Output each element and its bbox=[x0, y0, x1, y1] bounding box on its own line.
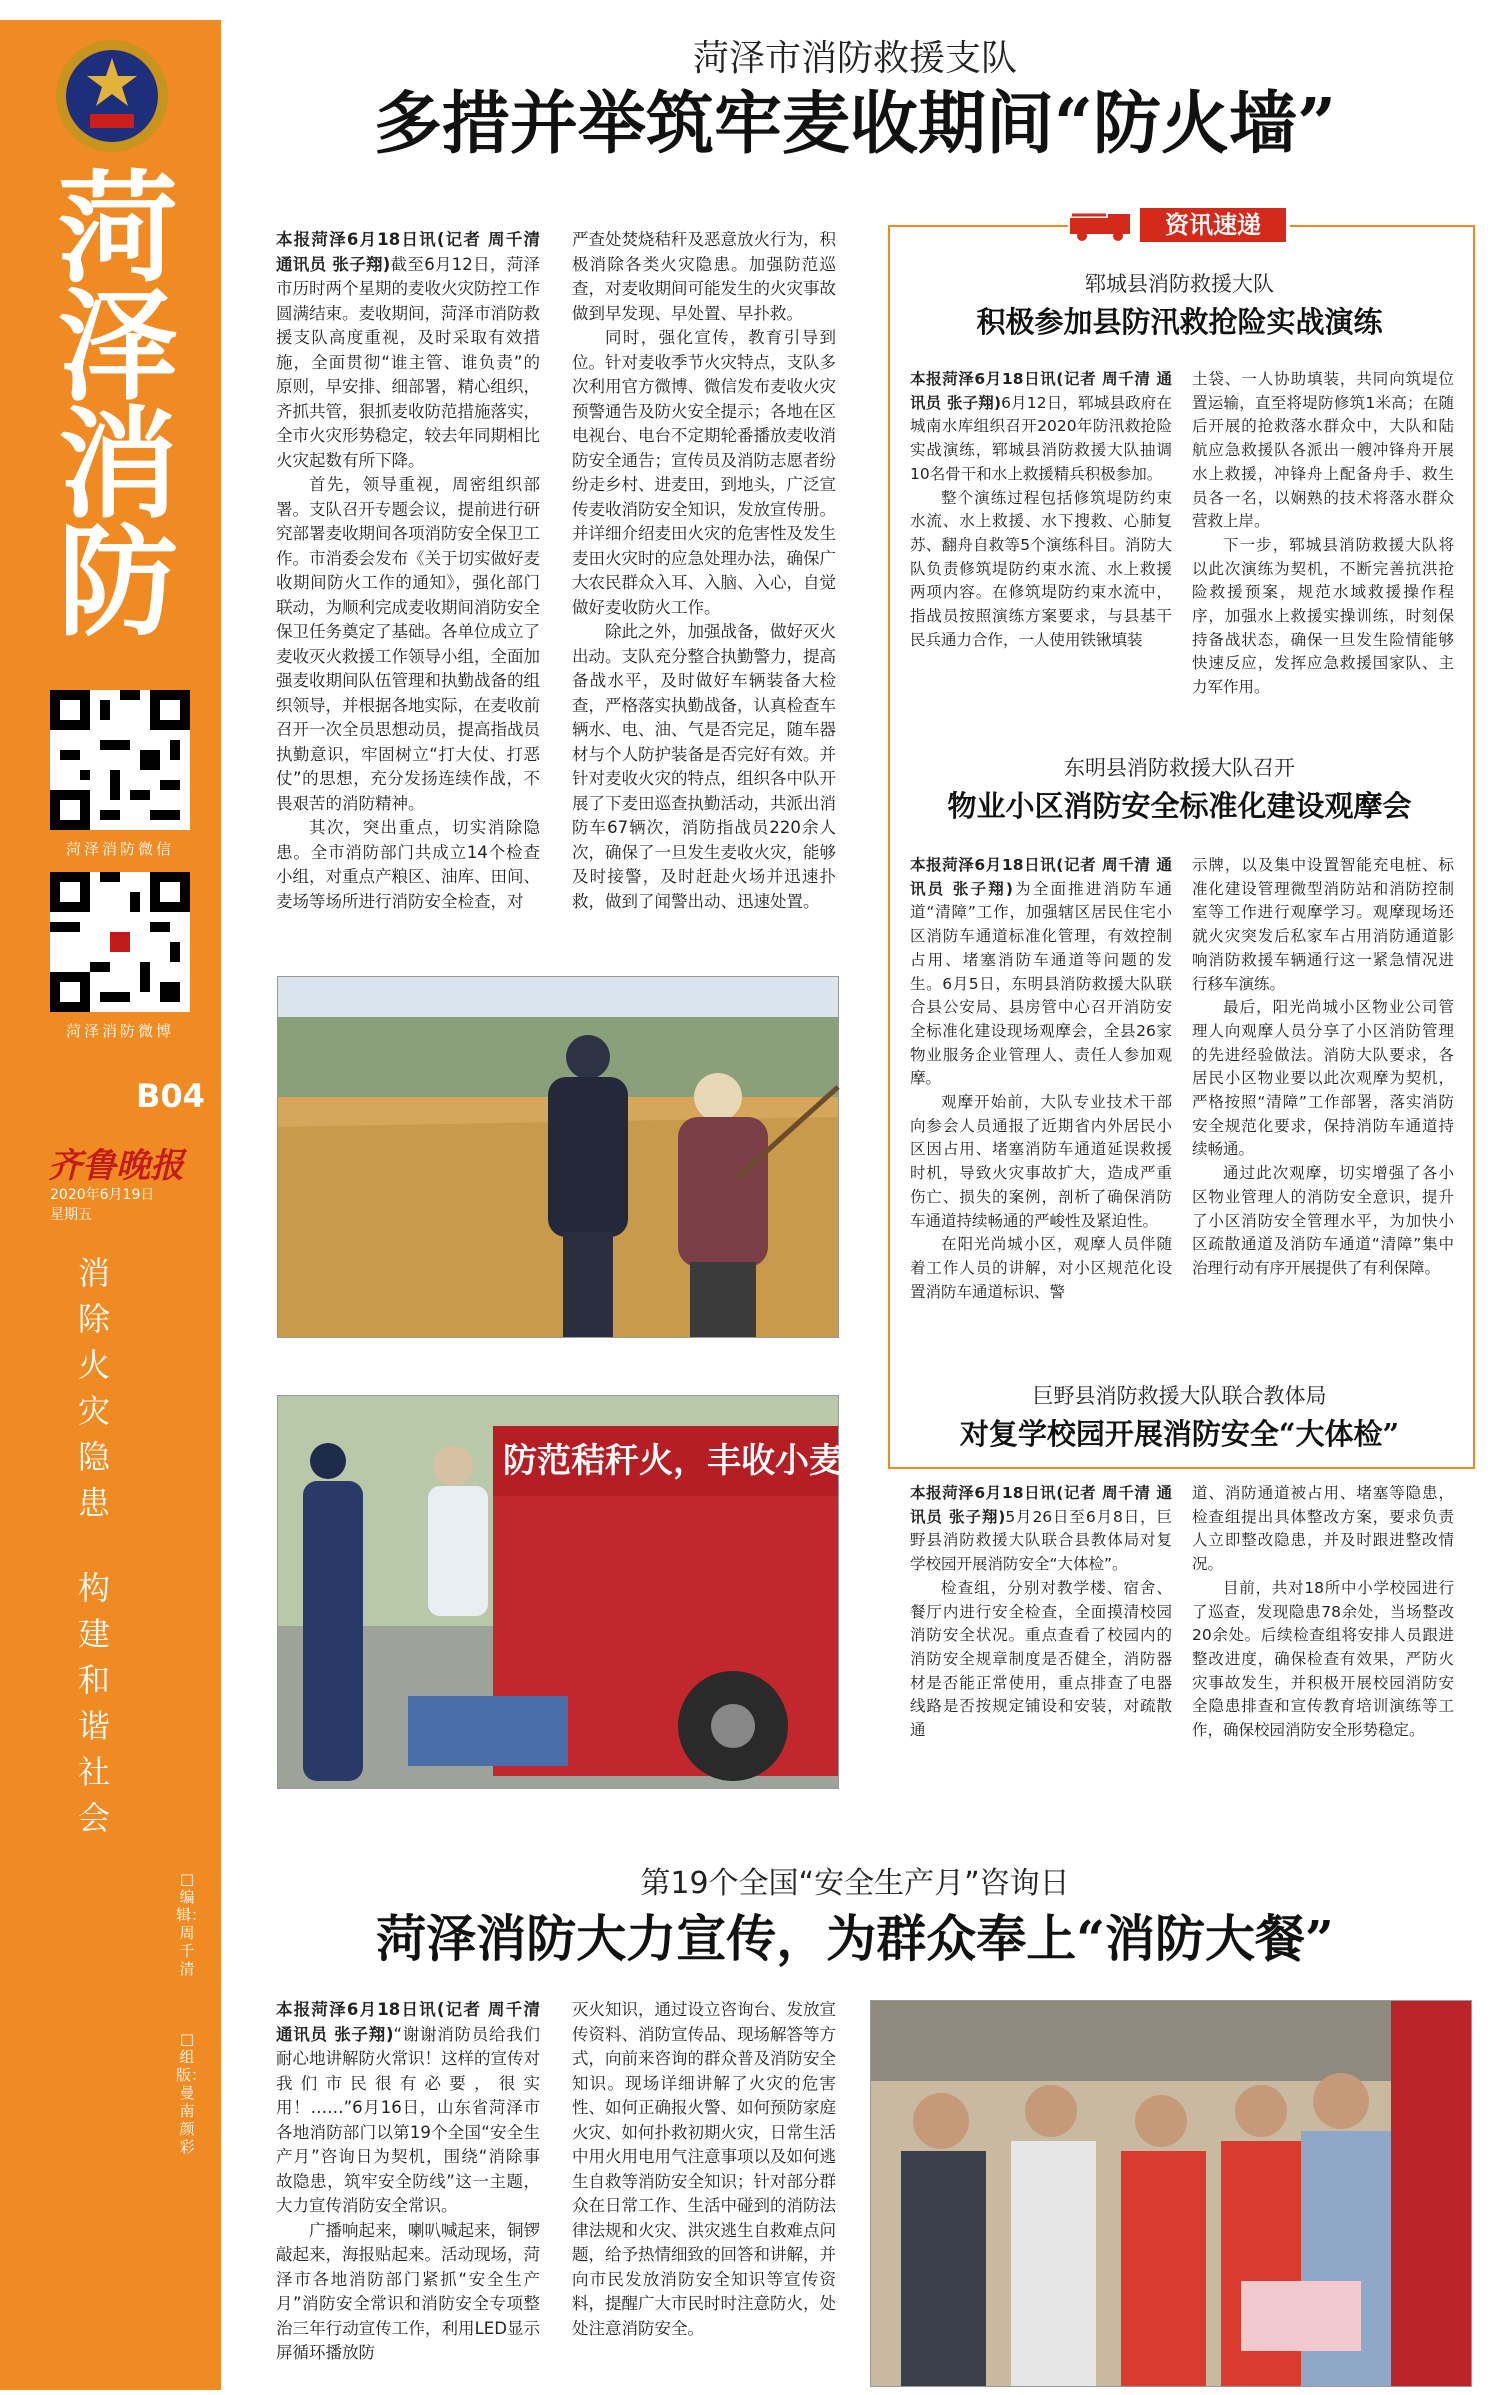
sidebar-title-char: 菏 bbox=[58, 158, 178, 299]
issue-date: 2020年6月19日 bbox=[50, 1187, 155, 1203]
weibo-qr-caption: 菏泽消防微博 bbox=[65, 1022, 174, 1040]
article1-kicker: 菏泽市消防救援支队 bbox=[692, 38, 1017, 79]
sidebar-title-char: 消 bbox=[58, 394, 178, 535]
photo-fire-truck-publicity bbox=[277, 1395, 945, 1789]
article2-lead: 本报菏泽6月18日讯(记者 周千清 通讯员 张子翔) bbox=[276, 2000, 540, 2044]
newspaper-logo: 齐鲁晚报 bbox=[48, 1146, 184, 1186]
news-brief-tag bbox=[1068, 206, 1290, 246]
brief1-column-2: 土袋、一人协助填装，共同向筑堤位置运输，直至将堤防修筑1米高；在随后开展的抢救落水群众中，大队和陆航应急救援队各派出一艘冲锋舟开展水上救援，冲锋舟上配备舟手、救生员各一名，以娴熟的技术将落水群众营救上岸。 下一步，郓城县消防救援大队将以此次演练为契机，不断完善抗洪抢险救援预案，规范水域救援操作程序，加强水上救援实操训练，时刻保持备战状态，确保一旦发生险情能够快速反应，发挥应急救援国家队、主力军作用。 bbox=[1192, 370, 1454, 697]
wechat-qr-caption: 菏泽消防微信 bbox=[65, 840, 174, 858]
article2-column-1: 本报菏泽6月18日讯(记者 周千清 通讯员 张子翔)“谢谢消防员给我们耐心地讲解防火常识！这样的宣传对我们市民很有必要，很实用！……”6月16日，山东省菏泽市各地消防部门以第19个全国“安全生产月”咨询日为契机，围绕“消除事故隐患，筑牢安全防线”这一主题，大力宣传消防安全常识。 广播响起来，喇叭喊起来，铜锣敲起来，海报贴起来。活动现场，菏泽市各地消防部门紧抓“安全生产月”消防安全常识和消防安全专项整治三年行动宣传工作，利用LED显示屏循环播放防 bbox=[276, 2000, 540, 2362]
slogan-left: 消 除 火 灾 隐 患 bbox=[77, 1254, 110, 1522]
brief3-column-2: 道、消防通道被占用、堵塞等隐患，检查组提出具体整改方案，要求负责人立即整改隐患，并及时跟进整改情况。 目前，共对18所中小学校园进行了巡查，发现隐患78余处，当场整改20余处。后续检查组将安排人员跟进整改进度，确保检查有效果，严防火灾事故发生，并积极开展校园消防安全隐患排查和宣传教育培训演练等工作，确保校园消防安全形势稳定。 bbox=[1192, 1484, 1454, 1740]
weibo-qr-code-icon bbox=[50, 872, 190, 1012]
article2-kicker: 第19个全国“安全生产月”咨询日 bbox=[640, 1866, 1070, 1901]
article2-column-2: 灭火知识，通过设立咨询台、发放宣传资料、消防宣传品、现场解答等方式，向前来咨询的群众普及消防安全知识。现场详细讲解了火灾的危害性、如何正确报火警、如何预防家庭火灾、如何扑救初期火灾，日常生活中用火用电用气注意事项以及如何逃生自救等消防安全知识；针对部分群众在日常工作、生活中碰到的消防法律法规和火灾、洪灾逃生自救难点问题，给予热情细致的回答和讲解，并向市民发放消防安全知识等宣传资料，提醒广大市民时时注意防火，处处注意消防安全。 bbox=[572, 2000, 836, 2338]
truck-banner-text: 防范秸秆火，丰收小麦是辛苦 bbox=[503, 1441, 945, 1481]
fire-truck-icon bbox=[1068, 210, 1136, 242]
article1-column-1: 本报菏泽6月18日讯(记者 周千清 通讯员 张子翔)截至6月12日，菏泽市历时两个星期的麦收火灾防控工作圆满结束。麦收期间，菏泽市消防救援支队高度重视，及时采取有效措施，全面贯彻“谁主管、谁负责”的原则，早安排、细部署，精心组织，齐抓共管，狠抓麦收防范措施落实，全市火灾形势稳定，较去年同期相比火灾起数有所下降。 首先，领导重视，周密组织部署。支队召开专题会议，提前进行研究部署麦收期间各项消防安全保卫工作。市消委会发布《关于切实做好麦收期间防火工作的通知》，强化部门联动，为顺利完成麦收期间消防安全保卫任务奠定了基础。各单位成立了麦收灭火救援工作领导小组，全面加强麦收期间队伍管理和执勤战备的组织领导，并根据各地实际，在麦收前召开一次全员思想动员，提高指战员执勤意识，牢固树立“打大仗、打恶仗”的思想，充分发扬连续作战，不畏艰苦的消防精神。 其次，突出重点，切实消除隐患。全市消防部门共成立14个检查小组，对重点产粮区、油库、田间、麦场等场所进行消防安全检查，对 bbox=[276, 230, 540, 911]
news-brief-label: 资讯速递 bbox=[1140, 208, 1286, 242]
brief3-subtitle: 巨野县消防救援大队联合教体局 bbox=[1032, 1384, 1327, 1408]
article1-column-2: 严查处焚烧秸秆及恶意放火行为，积极消除各类火灾隐患。加强防范巡查，对麦收期间可能发生的火灾事故做到早发现、早处置、早扑救。 同时，强化宣传，教育引导到位。针对麦收季节火灾特点，支队多次利用官方微博、微信发布麦收火灾预警通告及防火安全提示；各地在区电视台、电台不定期轮番播放麦收消防安全通告；宣传员及消防志愿者纷纷走乡村、进麦田，到地头，广泛宣传麦收消防安全知识，发放宣传册。并详细介绍麦田火灾的危害性及发生麦田火灾时的应急处理办法，确保广大农民群众入耳、入脑、入心，自觉做好麦收防火工作。 除此之外，加强战备，做好灭火出动。支队充分整合执勤警力，提高备战水平，及时做好车辆装备大检查，严格落实执勤战备，认真检查车辆水、电、油、气是否完足，随车器材与个人防护装备是否完好有效。并针对麦收火灾的特点，组织各中队开展了下麦田巡查执勤活动，共派出消防车67辆次，消防指战员220余人次，确保了一旦发生麦收火灾，能够及时接警，及时赶赴火场并迅速扑救，做到了闻警出动、迅速处置。 bbox=[572, 230, 836, 911]
brief1-column-1: 本报菏泽6月18日讯(记者 周千清 通讯员 张子翔)6月12日，郓城县政府在城南水库组织召开2020年防汛救抢险实战演练，郓城县消防救援大队抽调10名骨干和水上救援精兵积极参加。 整个演练过程包括修筑堤防约束水流、水上救援、水下搜救、心肺复苏、翻舟自救等5个演练科目。消防大队负责修筑堤防约束水流、水上救援两项内容。在修筑堤防约束水流中，指战员按照演练方案要求，与县基干民兵通力合作，一人使用铁锹填装 bbox=[910, 370, 1172, 649]
fire-rescue-emblem-icon bbox=[52, 36, 172, 156]
brief2-subtitle: 东明县消防救援大队召开 bbox=[1064, 756, 1295, 780]
brief1-headline: 积极参加县防汛救抢险实战演练 bbox=[976, 305, 1383, 339]
editor-credit: □编辑：周千清 bbox=[176, 1870, 207, 1978]
article2-headline: 菏泽消防大力宣传，为群众奉上“消防大餐” bbox=[376, 1909, 1334, 1968]
brief2-column-2: 示牌，以及集中设置智能充电桩、标准化建设管理微型消防站和消防控制室等工作进行观摩学习。观摩现场还就火灾突发后私家车占用消防通道影响消防救援车辆通行这一紧急情况进行移车演练。 最后，阳光尚城小区物业公司管理人向观摩人员分享了小区消防管理的先进经验做法。消防大队要求，各居民小区物业要以此次观摩为契机，严格按照“清障”工作部署，落实消防安全规范化要求，保持消防车通道持续畅通。 通过此次观摩，切实增强了各小区物业管理人的消防安全意识，提升了小区消防安全管理水平，为加快小区疏散通道及消防车通道“清障”集中治理行动有序开展提供了有利保障。 bbox=[1192, 856, 1454, 1277]
brief2-headline: 物业小区消防安全标准化建设观摩会 bbox=[947, 789, 1412, 823]
brief3-headline: 对复学校园开展消防安全“大体检” bbox=[959, 1417, 1400, 1451]
sidebar-title-char: 泽 bbox=[58, 276, 178, 417]
article1-lead: 本报菏泽6月18日讯(记者 周千清 通讯员 张子翔) bbox=[276, 230, 540, 274]
brief1-subtitle: 郓城县消防救援大队 bbox=[1085, 272, 1274, 296]
wechat-qr-code-icon bbox=[50, 690, 190, 830]
design-credit: □组版：曼南颜彩 bbox=[176, 2030, 207, 2156]
issue-weekday: 星期五 bbox=[50, 1207, 92, 1223]
page-number: B04 bbox=[136, 1077, 205, 1115]
article1-headline: 多措并举筑牢麦收期间“防火墙” bbox=[373, 84, 1337, 164]
slogan-right: 构 建 和 谐 社 会 bbox=[77, 1569, 110, 1837]
photo-wheat-field-inspection bbox=[277, 976, 839, 1338]
sidebar-title-char: 防 bbox=[58, 512, 178, 653]
photo-safety-consultation-crowd bbox=[870, 2000, 1472, 2387]
brief2-column-1: 本报菏泽6月18日讯(记者 周千清 通讯员 张子翔)为全面推进消防车通道“清障”工作，加强辖区居民住宅小区消防车通道标准化管理，有效控制占用、堵塞消防车通道等问题的发生。6月5日，东明县消防救援大队联合县公安局、县房管中心召开消防安全标准化建设现场观摩会，全县26家物业服务企业管理人、责任人参加观摩。 观摩开始前，大队专业技术干部向参会人员通报了近期省内外居民小区因占用、堵塞消防车通道延误救援时机，导致火灾事故扩大，造成严重伤亡、损失的案例，剖析了确保消防车通道持续畅通的严峻性及紧迫性。 在阳光尚城小区，观摩人员伴随着工作人员的讲解，对小区规范化设置消防车通道标识、警 bbox=[910, 856, 1172, 1301]
sidebar bbox=[0, 20, 221, 2390]
brief3-column-1: 本报菏泽6月18日讯(记者 周千清 通讯员 张子翔)5月26日至6月8日，巨野县消防救援大队联合县教体局对复学校园开展消防安全“大体检”。 检查组，分别对教学楼、宿舍、餐厅内进行安全检查，全面摸清校园消防安全状况。重点查看了校园内的消防安全规章制度是否健全，消防器材是否能正常使用，重点排查了电器线路是否按规定铺设和安装，对疏散通 bbox=[910, 1484, 1172, 1740]
